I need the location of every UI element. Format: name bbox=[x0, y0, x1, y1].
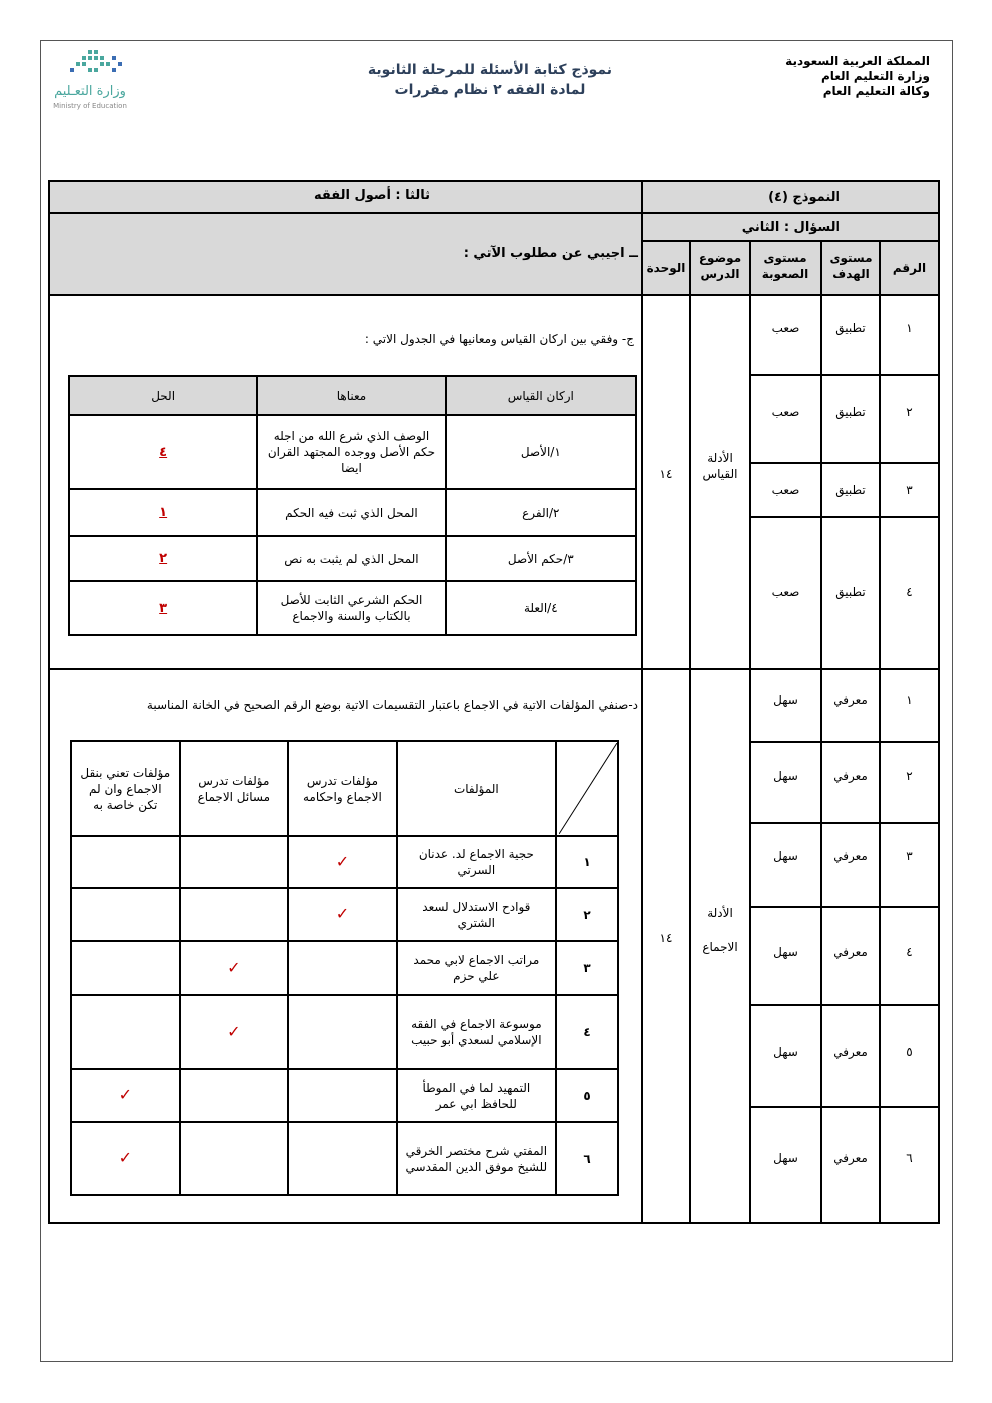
d-num-3: ٣ bbox=[556, 941, 618, 995]
d-num-2: ٢ bbox=[556, 888, 618, 941]
check-icon: ✓ bbox=[335, 904, 350, 923]
logo-english-text: Ministry of Education bbox=[53, 102, 127, 110]
d-cell-4-2 bbox=[180, 995, 289, 1069]
d-header-col1: مؤلفات تدرس الاجماع واحكامه bbox=[288, 741, 397, 836]
table-row bbox=[69, 489, 636, 536]
c-pillar-2: ٢/الفرع bbox=[446, 489, 636, 536]
d-num-6: ٦ bbox=[556, 1122, 618, 1195]
org-line-3: وكالة التعليم العام bbox=[822, 84, 930, 98]
d-meta-goal-1: معرفي bbox=[833, 693, 868, 707]
d-meta-goal-4: معرفي bbox=[833, 945, 868, 959]
model-label: النموذج (٤) bbox=[768, 190, 840, 205]
c-meta-diff-1: صعب bbox=[771, 321, 800, 335]
c-meta-diff-3: صعب bbox=[771, 483, 800, 497]
d-cell-2-3 bbox=[71, 888, 180, 941]
d-cell-4-3 bbox=[71, 995, 180, 1069]
d-meta-diff-4: سهل bbox=[773, 945, 798, 959]
check-icon: ✓ bbox=[335, 851, 350, 871]
question-label: السؤال : الثاني bbox=[741, 220, 840, 235]
d-book-6: المفتي شرح مختصر الخرقي للشيخ موفق الدين المقدسي bbox=[397, 1122, 556, 1195]
check-icon: ✓ bbox=[227, 1021, 241, 1041]
d-cell-2-2 bbox=[180, 888, 289, 941]
table-row bbox=[69, 581, 636, 635]
d-meta-num-2: ٢ bbox=[906, 769, 913, 783]
c-answer-4 bbox=[69, 581, 257, 635]
c-topic: الأدلة القياس bbox=[702, 451, 738, 481]
c-meta-num-2: ٢ bbox=[906, 405, 913, 419]
organization-header bbox=[710, 54, 930, 99]
d-meta-num-4: ٤ bbox=[906, 945, 913, 959]
c-answer-1-value: ٤ bbox=[159, 444, 168, 460]
d-cell-1-1 bbox=[288, 836, 397, 888]
d-book-1: حجية الاجماع لد. عدنان السرتي bbox=[397, 836, 556, 888]
d-cell-1-2 bbox=[180, 836, 289, 888]
header-unit: الوحدة bbox=[646, 261, 686, 275]
d-meta-diff-6: سهل bbox=[773, 1151, 798, 1165]
c-answer-3 bbox=[69, 536, 257, 581]
d-topic: الأدلة الاجماع bbox=[702, 906, 738, 954]
c-answer-2-value: ١ bbox=[159, 505, 168, 520]
d-meta-diff-3: سهل bbox=[773, 849, 798, 863]
title-line-2: لمادة الفقه ٢ نظام مقررات bbox=[394, 82, 586, 98]
d-meta-num-5: ٥ bbox=[906, 1045, 913, 1059]
d-num-4: ٤ bbox=[556, 995, 618, 1069]
c-answer-3-value: ٢ bbox=[159, 551, 168, 566]
d-header-col3: مؤلفات تعني بنقل الاجماع وان لم تكن خاصة به bbox=[71, 741, 180, 836]
c-meta-diff-4: صعب bbox=[771, 585, 800, 599]
d-cell-2-1 bbox=[288, 888, 397, 941]
part-c-table bbox=[68, 375, 637, 636]
d-cell-5-2 bbox=[180, 1069, 289, 1122]
d-cell-5-3 bbox=[71, 1069, 180, 1122]
c-meaning-2: المحل الذي ثبت فيه الحكم bbox=[257, 489, 445, 536]
d-header-books: المؤلفات bbox=[397, 741, 556, 836]
d-meta-num-1: ١ bbox=[906, 693, 913, 707]
table-row bbox=[71, 1122, 618, 1195]
c-meaning-1: الوصف الذي شرع الله من اجله حكم الأصل ووجده المجتهد القران ايضا bbox=[257, 415, 445, 489]
d-meta-diff-2: سهل bbox=[773, 769, 798, 783]
c-header-meaning: معناها bbox=[257, 376, 445, 415]
c-meaning-4: الحكم الشرعي الثابت للأصل بالكتاب والسنة والاجماع bbox=[257, 581, 445, 635]
header-difficulty: مستوى الصعوبة bbox=[761, 251, 809, 281]
c-meta-goal-2: تطبيق bbox=[835, 405, 866, 419]
part-d-header-row bbox=[71, 741, 618, 836]
c-header-answer: الحل bbox=[69, 376, 257, 415]
d-unit: ١٤ bbox=[659, 931, 673, 945]
header-number: الرقم bbox=[892, 261, 927, 275]
d-cell-6-2 bbox=[180, 1122, 289, 1195]
d-cell-1-3 bbox=[71, 836, 180, 888]
c-pillar-3: ٣/حكم الأصل bbox=[446, 536, 636, 581]
d-num-1: ١ bbox=[556, 836, 618, 888]
d-cell-6-1 bbox=[288, 1122, 397, 1195]
c-pillar-1: ١/الأصل bbox=[446, 415, 636, 489]
table-row bbox=[69, 536, 636, 581]
c-pillar-4: ٤/العلة bbox=[446, 581, 636, 635]
d-header-diagonal bbox=[556, 741, 618, 836]
c-meta-diff-2: صعب bbox=[771, 405, 800, 419]
d-book-5: التمهيد لما في الموطأ للحافظ ابي عمر bbox=[397, 1069, 556, 1122]
table-row bbox=[71, 1069, 618, 1122]
d-cell-4-1 bbox=[288, 995, 397, 1069]
header-topic: موضوع الدرس bbox=[698, 251, 742, 281]
part-d-prompt: د-صنفي المؤلفات الاتية في الاجماع باعتبار التقسيمات الاتية بوضع الرقم الصحيح في الخانة المناسبة bbox=[146, 698, 638, 712]
part-c-header-row bbox=[69, 376, 636, 415]
table-row bbox=[71, 995, 618, 1069]
c-answer-1 bbox=[69, 415, 257, 489]
c-header-pillar: اركان القياس bbox=[446, 376, 636, 415]
c-meta-goal-1: تطبيق bbox=[835, 321, 866, 335]
c-answer-2 bbox=[69, 489, 257, 536]
d-meta-goal-6: معرفي bbox=[833, 1151, 868, 1165]
c-unit: ١٤ bbox=[659, 467, 673, 481]
check-icon: ✓ bbox=[118, 1085, 132, 1104]
d-cell-3-3 bbox=[71, 941, 180, 995]
header-goal-level: مستوى الهدف bbox=[829, 251, 873, 281]
check-icon: ✓ bbox=[118, 1148, 132, 1167]
table-row bbox=[71, 836, 618, 888]
d-meta-goal-3: معرفي bbox=[833, 849, 868, 863]
c-meta-goal-4: تطبيق bbox=[835, 585, 866, 599]
c-meta-num-1: ١ bbox=[906, 321, 913, 335]
table-row bbox=[71, 941, 618, 995]
page-title bbox=[340, 60, 640, 100]
d-meta-goal-2: معرفي bbox=[833, 769, 868, 783]
d-meta-num-3: ٣ bbox=[906, 849, 913, 863]
table-row bbox=[69, 415, 636, 489]
c-meta-goal-3: تطبيق bbox=[835, 483, 866, 497]
check-icon: ✓ bbox=[227, 957, 241, 977]
c-meta-num-3: ٣ bbox=[906, 483, 913, 497]
title-line-1: نموذج كتابة الأسئلة للمرحلة الثانوية bbox=[367, 62, 613, 78]
instruction-text: ــ اجيبي عن مطلوب الآتي : bbox=[463, 246, 638, 261]
d-meta-diff-5: سهل bbox=[773, 1045, 798, 1059]
d-book-2: قوادح الاستدلال لسعد الشتري bbox=[397, 888, 556, 941]
org-line-1: المملكة العربية السعودية bbox=[785, 54, 930, 68]
d-book-3: مراتب الاجماع لابي محمد علي حزم bbox=[397, 941, 556, 995]
d-cell-5-1 bbox=[288, 1069, 397, 1122]
c-meta-num-4: ٤ bbox=[906, 585, 913, 599]
part-d-table bbox=[70, 740, 619, 1196]
logo-arabic-text: وزارة التعـليم bbox=[54, 84, 126, 99]
section-title: ثالثا : أصول الفقه bbox=[314, 188, 430, 203]
c-answer-4-value: ٣ bbox=[159, 600, 168, 616]
d-book-4: موسوعة الاجماع في الفقه الإسلامي لسعدي أبو حبيب bbox=[397, 995, 556, 1069]
c-meaning-3: المحل الذي لم يثبت به نص bbox=[257, 536, 445, 581]
d-header-col2: مؤلفات تدرس مسائل الاجماع bbox=[180, 741, 289, 836]
diagonal-line-icon bbox=[559, 743, 617, 834]
table-row bbox=[71, 888, 618, 941]
d-meta-diff-1: سهل bbox=[773, 693, 798, 707]
d-meta-num-6: ٦ bbox=[906, 1151, 913, 1165]
d-cell-3-2 bbox=[180, 941, 289, 995]
org-line-2: وزارة التعليم العام bbox=[820, 69, 930, 83]
d-cell-6-3 bbox=[71, 1122, 180, 1195]
d-meta-goal-5: معرفي bbox=[833, 1045, 868, 1059]
part-c-prompt: ج- وفقي بين اركان القياس ومعانيها في الجدول الاتي : bbox=[364, 332, 634, 346]
ministry-logo-icon bbox=[48, 48, 138, 88]
d-cell-3-1 bbox=[288, 941, 397, 995]
d-num-5: ٥ bbox=[556, 1069, 618, 1122]
